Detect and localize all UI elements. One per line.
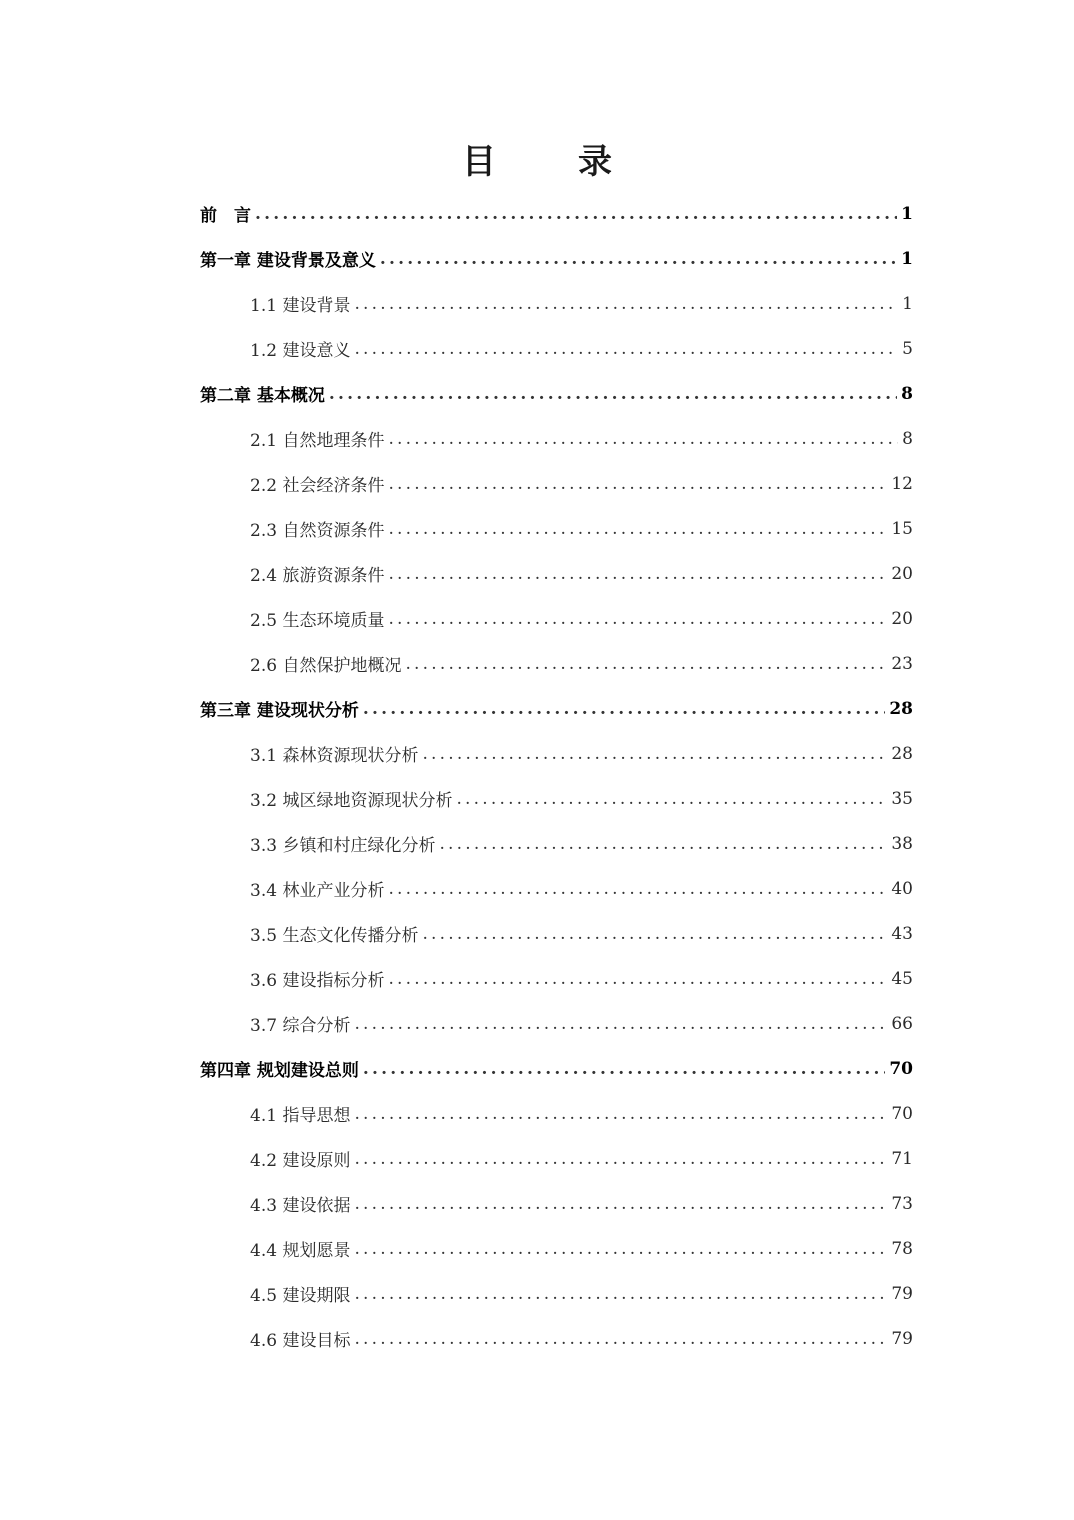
toc-section-entry[interactable] [200, 1181, 913, 1226]
toc-entry-label: 3.7 综合分析 [250, 1016, 351, 1036]
toc-page-number: 8 [902, 428, 913, 449]
toc-chapter-entry[interactable] [200, 236, 913, 281]
table-of-contents [200, 191, 913, 1361]
toc-dot-leader [354, 1149, 887, 1169]
toc-dot-leader [388, 519, 887, 539]
toc-chapter-entry[interactable] [200, 1046, 913, 1091]
toc-page-number: 8 [901, 383, 913, 404]
toc-entry-label: 第二章 基本概况 [200, 386, 325, 406]
toc-entry-label: 2.6 自然保护地概况 [250, 656, 402, 676]
toc-dot-leader [388, 609, 887, 629]
toc-dot-leader [354, 1104, 887, 1124]
toc-entry-label: 4.4 规划愿景 [250, 1241, 351, 1261]
toc-entry-label: 前 言 [200, 206, 251, 226]
toc-page-number: 70 [891, 1103, 913, 1124]
toc-entry-label: 1.1 建设背景 [250, 296, 351, 316]
toc-page-number: 15 [891, 518, 913, 539]
toc-entry-label: 4.3 建设依据 [250, 1196, 351, 1216]
toc-entry-label: 3.2 城区绿地资源现状分析 [250, 791, 453, 811]
toc-dot-leader [354, 294, 898, 314]
toc-section-entry[interactable] [200, 416, 913, 461]
toc-entry-label: 3.4 林业产业分析 [250, 881, 385, 901]
toc-dot-leader [363, 1059, 885, 1079]
toc-page-number: 35 [891, 788, 913, 809]
toc-dot-leader [439, 834, 887, 854]
toc-page-number: 1 [901, 203, 913, 224]
toc-page-number: 28 [889, 698, 913, 719]
toc-entry-label: 3.6 建设指标分析 [250, 971, 385, 991]
toc-dot-leader [354, 1194, 887, 1214]
toc-section-entry[interactable] [200, 596, 913, 641]
toc-page-number: 40 [891, 878, 913, 899]
toc-section-entry[interactable] [200, 551, 913, 596]
toc-section-entry[interactable] [200, 641, 913, 686]
toc-page-number: 28 [891, 743, 913, 764]
toc-section-entry[interactable] [200, 956, 913, 1001]
toc-section-entry[interactable] [200, 1316, 913, 1361]
toc-page-number: 20 [891, 563, 913, 584]
toc-chapter-entry[interactable] [200, 686, 913, 731]
toc-page-number: 78 [891, 1238, 913, 1259]
toc-dot-leader [354, 1014, 887, 1034]
toc-section-entry[interactable] [200, 731, 913, 776]
toc-dot-leader [354, 339, 898, 359]
toc-entry-label: 第三章 建设现状分析 [200, 701, 359, 721]
toc-entry-label: 4.2 建设原则 [250, 1151, 351, 1171]
toc-dot-leader [405, 654, 887, 674]
toc-entry-label: 2.4 旅游资源条件 [250, 566, 385, 586]
toc-entry-label: 2.3 自然资源条件 [250, 521, 385, 541]
toc-entry-label: 2.5 生态环境质量 [250, 611, 385, 631]
toc-page-number: 71 [891, 1148, 913, 1169]
toc-dot-leader [388, 429, 898, 449]
toc-page-number: 1 [901, 248, 913, 269]
toc-entry-label: 第一章 建设背景及意义 [200, 251, 376, 271]
toc-page-number: 73 [891, 1193, 913, 1214]
toc-chapter-entry[interactable] [200, 371, 913, 416]
toc-page-number: 5 [902, 338, 913, 359]
toc-page-number: 20 [891, 608, 913, 629]
toc-page-number: 43 [891, 923, 913, 944]
toc-page-number: 45 [891, 968, 913, 989]
toc-section-entry[interactable] [200, 506, 913, 551]
toc-entry-label: 3.1 森林资源现状分析 [250, 746, 419, 766]
toc-dot-leader [354, 1239, 887, 1259]
toc-dot-leader [354, 1284, 887, 1304]
toc-section-entry[interactable] [200, 461, 913, 506]
toc-section-entry[interactable] [200, 326, 913, 371]
toc-dot-leader [422, 744, 887, 764]
toc-section-entry[interactable] [200, 866, 913, 911]
page-title: 目 录 [462, 142, 636, 182]
toc-section-entry[interactable] [200, 1091, 913, 1136]
toc-entry-label: 第四章 规划建设总则 [200, 1061, 359, 1081]
toc-page-number: 79 [891, 1328, 913, 1349]
toc-entry-label: 4.5 建设期限 [250, 1286, 351, 1306]
toc-page-number: 23 [891, 653, 913, 674]
toc-section-entry[interactable] [200, 1271, 913, 1316]
toc-page-number: 38 [891, 833, 913, 854]
toc-entry-label: 4.1 指导思想 [250, 1106, 351, 1126]
toc-section-entry[interactable] [200, 1001, 913, 1046]
toc-section-entry[interactable] [200, 821, 913, 866]
toc-section-entry[interactable] [200, 1136, 913, 1181]
toc-dot-leader [388, 564, 887, 584]
toc-entry-label: 4.6 建设目标 [250, 1331, 351, 1351]
toc-section-entry[interactable] [200, 911, 913, 956]
toc-dot-leader [422, 924, 887, 944]
toc-dot-leader [380, 249, 897, 269]
toc-section-entry[interactable] [200, 776, 913, 821]
toc-entry-label: 1.2 建设意义 [250, 341, 351, 361]
toc-dot-leader [456, 789, 887, 809]
toc-dot-leader [329, 384, 897, 404]
toc-dot-leader [388, 879, 887, 899]
toc-entry-label: 3.3 乡镇和村庄绿化分析 [250, 836, 436, 856]
toc-dot-leader [388, 474, 887, 494]
toc-page-number: 79 [891, 1283, 913, 1304]
toc-page-number: 12 [891, 473, 913, 494]
toc-chapter-entry[interactable] [200, 191, 913, 236]
toc-entry-label: 3.5 生态文化传播分析 [250, 926, 419, 946]
toc-entry-label: 2.1 自然地理条件 [250, 431, 385, 451]
toc-dot-leader [354, 1329, 887, 1349]
toc-entry-label: 2.2 社会经济条件 [250, 476, 385, 496]
toc-section-entry[interactable] [200, 281, 913, 326]
toc-page-number: 70 [889, 1058, 913, 1079]
toc-dot-leader [388, 969, 887, 989]
toc-page-number: 1 [902, 293, 913, 314]
toc-section-entry[interactable] [200, 1226, 913, 1271]
toc-dot-leader [255, 204, 897, 224]
toc-page-number: 66 [891, 1013, 913, 1034]
toc-dot-leader [363, 699, 885, 719]
